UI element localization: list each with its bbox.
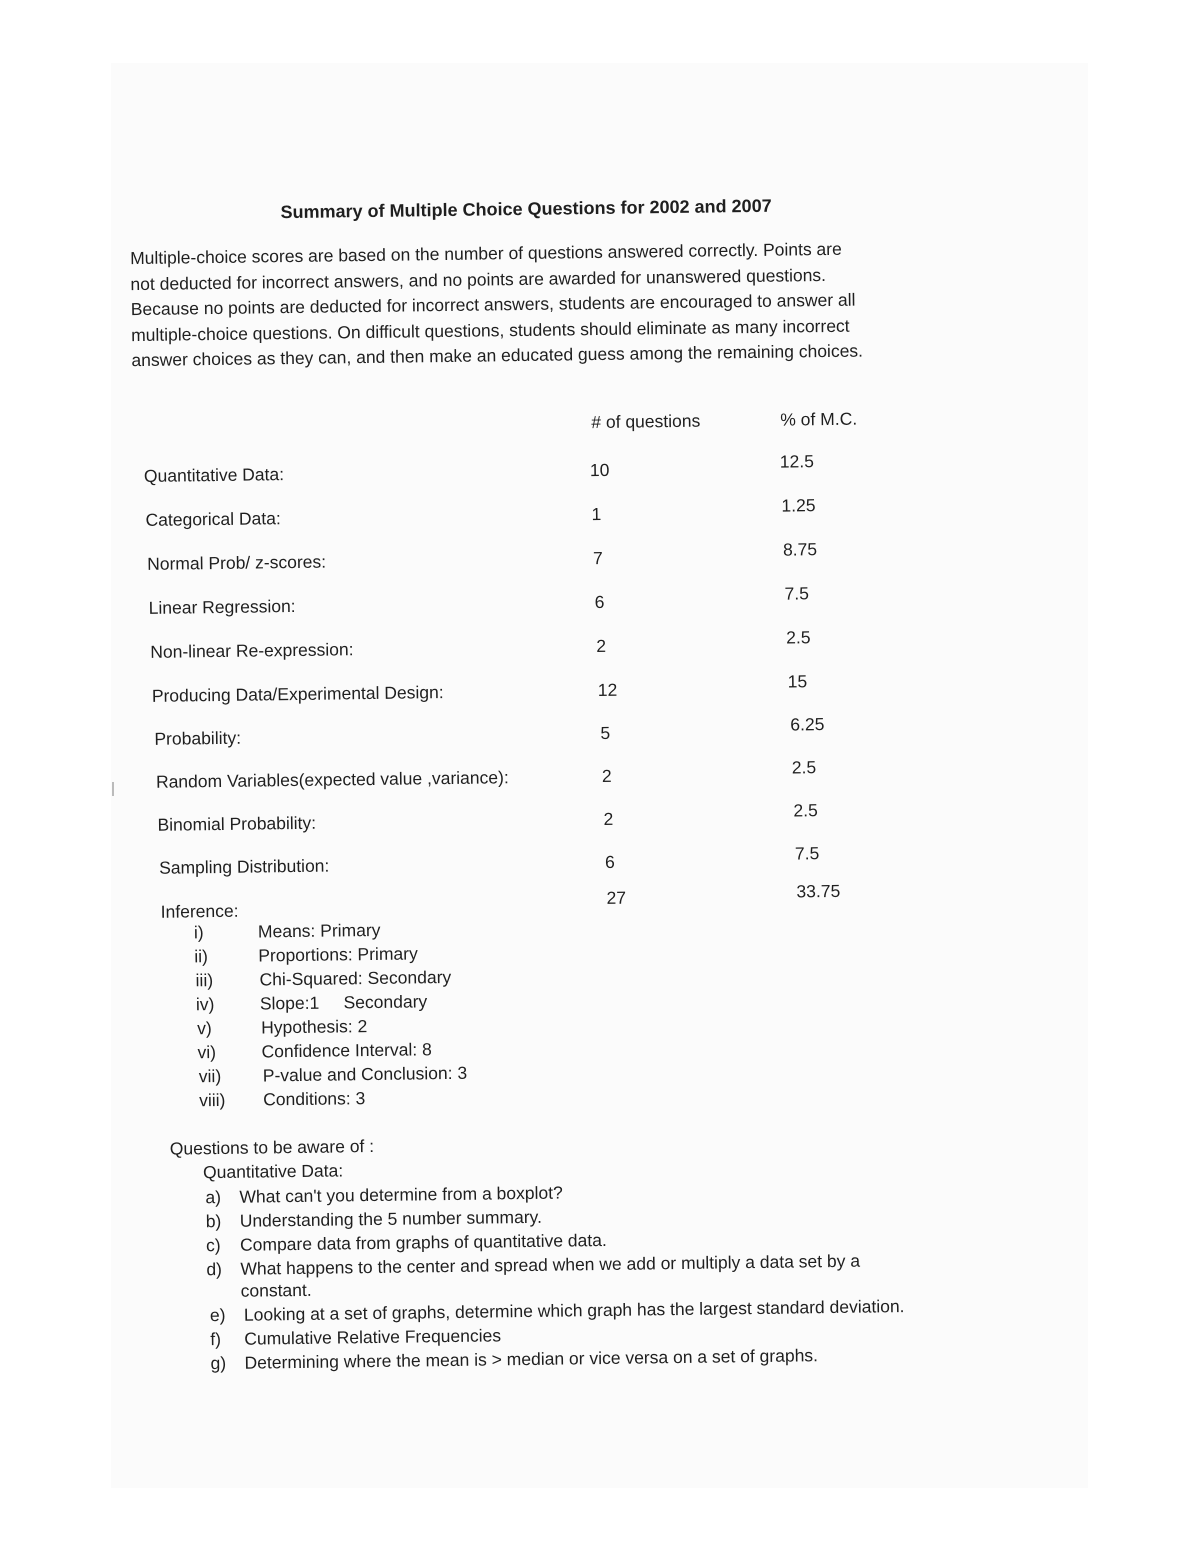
row-questions: 1 — [591, 504, 601, 525]
list-text: What can't you determine from a boxplot? — [239, 1177, 925, 1208]
row-percent: 15 — [788, 671, 808, 692]
row-percent: 33.75 — [796, 881, 840, 903]
table-row — [149, 588, 909, 622]
row-percent: 6.25 — [790, 714, 824, 735]
table-row — [147, 544, 907, 578]
list-text: Means: Primary — [258, 920, 381, 943]
list-letter: a) — [205, 1186, 221, 1208]
list-text: Compare data from graphs of quantitative data. — [240, 1225, 926, 1256]
list-numeral: viii) — [199, 1090, 226, 1111]
row-percent: 2.5 — [792, 757, 817, 778]
row-percent: 1.25 — [781, 495, 815, 516]
page-title: Summary of Multiple Choice Questions for 2002 and 2007 — [280, 195, 820, 223]
list-numeral: iii) — [195, 970, 213, 991]
table-row — [157, 805, 917, 839]
row-label: Non-linear Re-expression: — [150, 639, 354, 663]
table-row — [150, 632, 910, 666]
row-label: Binomial Probability: — [157, 813, 316, 836]
row-questions: 12 — [598, 680, 618, 701]
list-text: Slope:1 Secondary — [260, 991, 428, 1014]
list-text: Determining where the mean is > median or vice versa on a set of graphs. — [244, 1343, 930, 1374]
list-numeral: iv) — [196, 994, 215, 1015]
list-text: Proportions: Primary — [258, 943, 418, 966]
list-letter: b) — [206, 1210, 222, 1232]
list-numeral: vii) — [199, 1066, 222, 1087]
list-text: Understanding the 5 number summary. — [240, 1201, 926, 1232]
row-percent: 8.75 — [783, 539, 817, 560]
table-row — [145, 500, 905, 534]
list-text: Hypothesis: 2 — [261, 1016, 367, 1038]
list-letter: d) — [206, 1258, 222, 1280]
row-questions: 10 — [590, 460, 610, 481]
row-questions: 6 — [595, 592, 605, 613]
row-percent: 2.5 — [793, 800, 818, 821]
list-text: Confidence Interval: 8 — [261, 1039, 432, 1062]
list-text: Chi-Squared: Secondary — [259, 967, 451, 991]
aware-list — [0, 0, 1190, 8]
table-row — [144, 456, 904, 490]
row-label: Inference: — [161, 901, 239, 923]
list-letter: g) — [210, 1352, 226, 1374]
row-percent: 7.5 — [784, 583, 809, 604]
row-questions: 5 — [600, 723, 610, 744]
list-letter: e) — [210, 1304, 226, 1326]
aware-heading: Questions to be aware of : — [170, 1136, 375, 1160]
list-text: P-value and Conclusion: 3 — [263, 1063, 468, 1087]
table-row — [154, 719, 914, 753]
list-item — [206, 1249, 927, 1302]
list-numeral: v) — [197, 1018, 212, 1039]
summary-table — [0, 0, 1190, 8]
row-questions: 2 — [602, 766, 612, 787]
inference-list — [0, 0, 1190, 8]
row-label: Sampling Distribution: — [159, 856, 329, 879]
row-percent: 12.5 — [780, 451, 814, 472]
row-questions: 2 — [596, 636, 606, 657]
row-label: Quantitative Data: — [144, 464, 284, 487]
row-questions: 2 — [603, 809, 613, 830]
table-row — [156, 762, 916, 796]
list-numeral: i) — [194, 922, 204, 943]
row-questions: 6 — [605, 852, 615, 873]
row-questions: 27 — [606, 888, 626, 909]
intro-paragraph: Multiple-choice scores are based on the number of questions answered correctly. Points are not deducted for incorrect answers, and no points are awarded for unanswered questions. Because no points are deducted for incorrect answers, students are encouraged to answer all multiple-choice questions. On difficult questions, students should eliminate as many incorrect answer choices as they can, and then make an educated guess among the remaining choices. — [130, 236, 872, 373]
row-label: Categorical Data: — [145, 508, 280, 531]
table-row — [159, 848, 919, 882]
row-label: Normal Prob/ z-scores: — [147, 552, 326, 575]
aware-subheading: Quantitative Data: — [203, 1160, 343, 1183]
row-label: Linear Regression: — [149, 596, 296, 619]
list-text: What happens to the center and spread when we add or multiply a data set by a constant. — [240, 1249, 927, 1302]
list-letter: f) — [210, 1328, 221, 1350]
list-numeral: ii) — [194, 946, 208, 967]
row-label: Random Variables(expected value ,variance): — [156, 767, 509, 793]
row-percent: 2.5 — [786, 627, 811, 648]
list-text: Conditions: 3 — [263, 1088, 365, 1110]
column-header-questions: # of questions — [591, 411, 700, 433]
table-row — [152, 676, 912, 710]
row-label: Probability: — [154, 728, 241, 750]
list-text: Cumulative Relative Frequencies — [244, 1319, 930, 1350]
list-letter: c) — [206, 1234, 221, 1256]
list-text: Looking at a set of graphs, determine which graph has the largest standard deviation. — [244, 1295, 930, 1326]
row-questions: 7 — [593, 548, 603, 569]
list-numeral: vi) — [197, 1042, 216, 1063]
column-header-percent: % of M.C. — [780, 409, 857, 431]
row-percent: 7.5 — [795, 843, 820, 864]
row-label: Producing Data/Experimental Design: — [152, 682, 444, 707]
